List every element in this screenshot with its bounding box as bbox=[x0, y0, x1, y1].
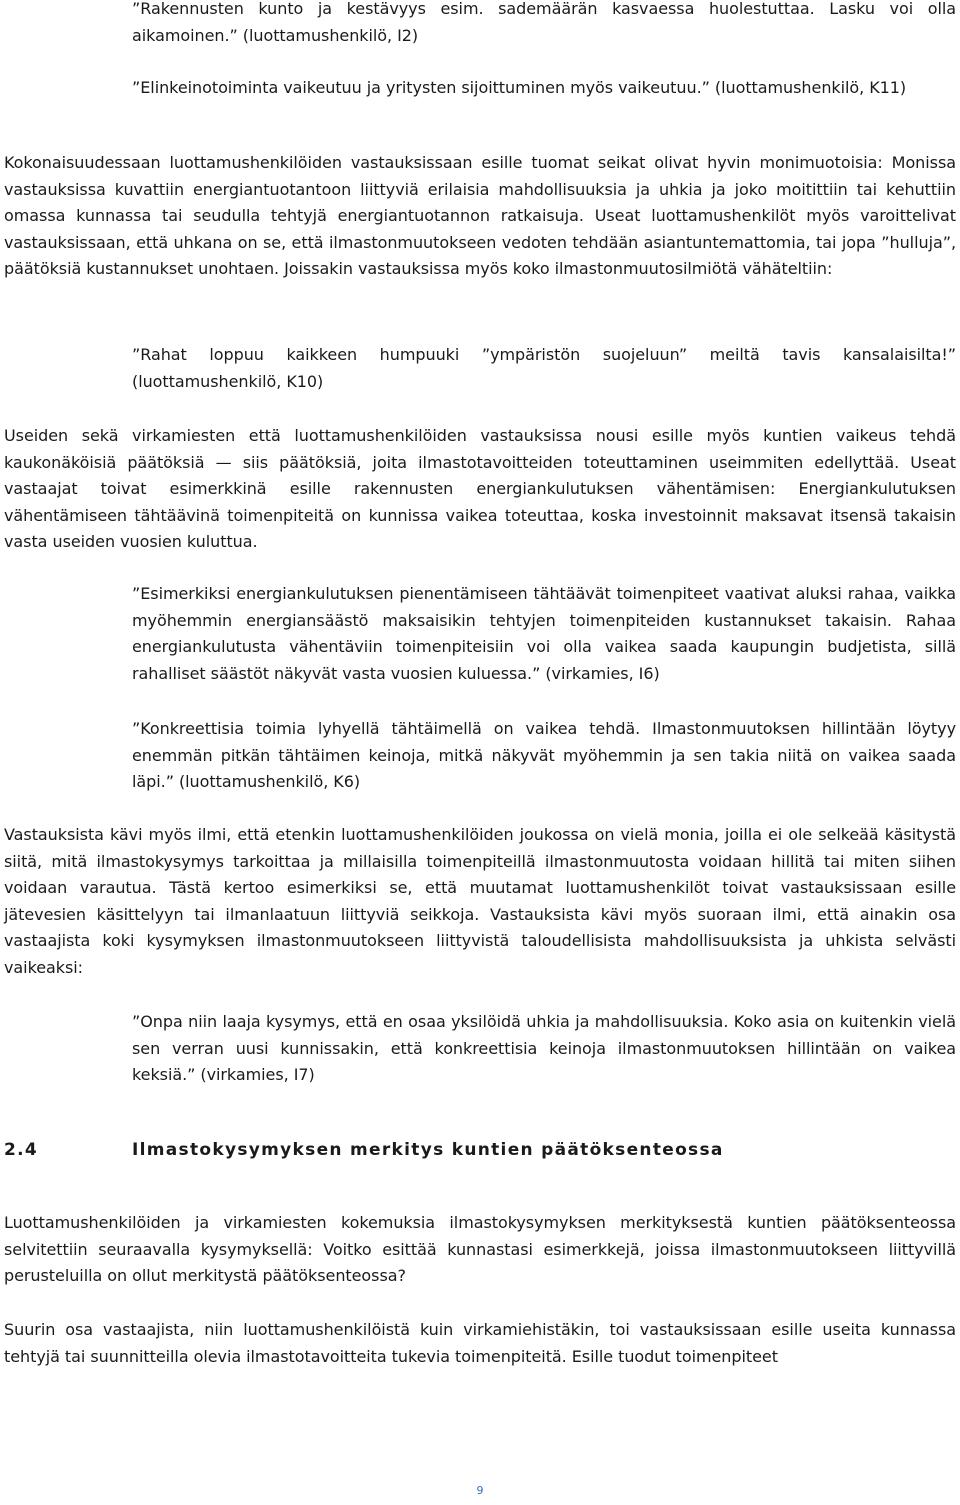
quote-elinkeinotoiminta: ”Elinkeinotoiminta vaikeutuu ja yritysten sijoittuminen myös vaikeutuu.” (luottamushenkilö, K11) bbox=[132, 78, 907, 97]
quote-konkreettisia: ”Konkreettisia toimia lyhyellä tähtäimellä on vaikea tehdä. Ilmastonmuutoksen hillintään löytyy enemmän pitkän tähtäimen keinoja, mitkä näkyvät myöhemmin ja sen takia niitä on vaikea saada läpi.” (luottamushenkilö, K6) bbox=[132, 719, 956, 791]
quote-esimerkiksi: ”Esimerkiksi energiankulutuksen pienentämiseen tähtäävät toimenpiteet vaativat aluksi rahaa, vaikka myöhemmin energiansäästö maksaisikin tehtyjen toimenpiteiden kustannukset takaisin. Rahaa energiankulutusta vähentäviin toimenpiteisiin voi olla vaikea saada kaupungin budjetista, sillä rahalliset säästöt näkyvät vasta vuosien kuluessa.” (virkamies, I6) bbox=[132, 584, 956, 683]
section-number: 2.4 bbox=[4, 1140, 39, 1160]
paragraph-luottamushenkiloiden: Luottamushenkilöiden ja virkamiesten kokemuksia ilmastokysymyksen merkityksestä kuntien päätöksenteossa selvitettiin seuraavalla kysymyksellä: Voitko esittää kunnastasi esimerkkejä, joissa ilmastonmuutokseen liittyvillä perusteluilla on ollut merkitystä päätöksenteossa? bbox=[4, 1213, 956, 1285]
section-title: Ilmastokysymyksen merkitys kuntien päätöksenteossa bbox=[132, 1140, 724, 1160]
paragraph-suurin-osa: Suurin osa vastaajista, niin luottamushenkilöistä kuin virkamiehistäkin, toi vastauksissaan esille useita kunnassa tehtyjä tai suunnitteilla olevia ilmastotavoitteita tukevia toimenpiteitä. Esille tuodut toimenpiteet bbox=[4, 1320, 956, 1366]
quote-rakennusten-kunto: ”Rakennusten kunto ja kestävyys esim. sademäärän kasvaessa huolestuttaa. Lasku voi olla aikamoinen.” (luottamushenkilö, I2) bbox=[132, 0, 956, 45]
section-heading bbox=[4, 1140, 724, 1160]
quote-rahat-loppuu: ”Rahat loppuu kaikkeen humpuuki ”ympäristön suojeluun” meiltä tavis kansalaisilta!” (luottamushenkilö, K10) bbox=[132, 345, 956, 391]
paragraph-vastauksista: Vastauksista kävi myös ilmi, että etenkin luottamushenkilöiden joukossa on vielä monia, joilla ei ole selkeää käsitystä siitä, mitä ilmastokysymys tarkoittaa ja millaisilla toimenpiteillä ilmastonmuutosta voidaan hillitä tai miten siihen voidaan varautua. Tästä kertoo esimerkiksi se, että muutamat luottamushenkilöt toivat vastauksissaan esille jätevesien käsittelyyn tai ilmanlaatuun liittyviä seikkoja. Vastauksista kävi myös suoraan ilmi, että ainakin osa vastaajista koki kysymyksen ilmastonmuutokseen liittyvistä taloudellisista mahdollisuuksista ja uhkista selvästi vaikeaksi: bbox=[4, 825, 956, 977]
paragraph-useiden: Useiden sekä virkamiesten että luottamushenkilöiden vastauksissa nousi esille myös kuntien vaikeus tehdä kaukonäköisiä päätöksiä — siis päätöksiä, joita ilmastotavoitteiden toteuttaminen useimmiten edellyttää. Useat vastaajat toivat esimerkkinä esille rakennusten energiankulutuksen vähentämisen: Energiankulutuksen vähentämiseen tähtäävinä toimenpiteitä on kunnissa vaikea toteuttaa, koska investoinnit maksavat itsensä takaisin vasta useiden vuosien kuluttua. bbox=[4, 426, 956, 551]
paragraph-kokonaisuudessaan: Kokonaisuudessaan luottamushenkilöiden vastauksissaan esille tuomat seikat olivat hyvin monimuotoisia: Monissa vastauksissa kuvattiin energiantuotantoon liittyviä erilaisia mahdollisuuksia ja uhkia ja joko moitittiin tai kehuttiin omassa kunnassa tai seudulla tehtyjä energiantuotannon ratkaisuja. Useat luottamushenkilöt myös varoittelivat vastauksissaan, että uhkana on se, että ilmastonmuutokseen vedoten tehdään asiantuntemattomia, tai jopa ”hulluja”, päätöksiä kustannukset unohtaen. Joissakin vastauksissa myös koko ilmastonmuutosilmiötä vähäteltiin: bbox=[4, 153, 956, 278]
quote-onpa-niin: ”Onpa niin laaja kysymys, että en osaa yksilöidä uhkia ja mahdollisuuksia. Koko asia on kuitenkin vielä sen verran uusi kunnissakin, että konkreettisia keinoja ilmastonmuutoksen hillintään on vaikea keksiä.” (virkamies, I7) bbox=[132, 1012, 956, 1084]
page-number: 9 bbox=[476, 1484, 484, 1497]
